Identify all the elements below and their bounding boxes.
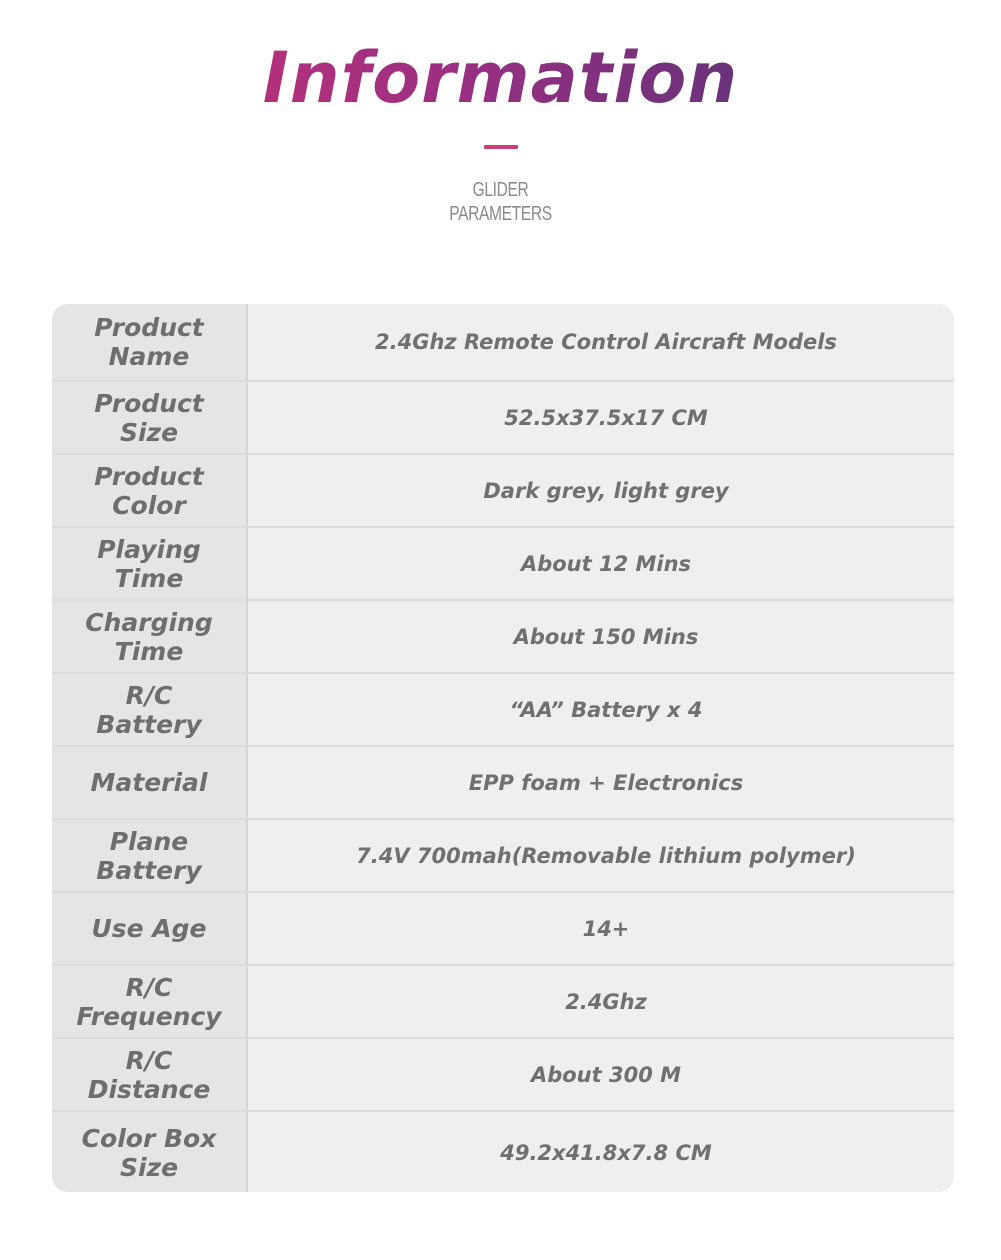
row-label: Use Age bbox=[52, 893, 246, 964]
row-label: Product Name bbox=[52, 304, 246, 380]
row-value: About 300 M bbox=[248, 1039, 954, 1110]
table-row bbox=[52, 1037, 954, 1110]
parameters-table bbox=[52, 304, 954, 1192]
table-row bbox=[52, 526, 954, 599]
table-row bbox=[52, 964, 954, 1037]
row-value: 2.4Ghz bbox=[248, 966, 954, 1037]
accent-divider bbox=[484, 145, 518, 149]
table-row bbox=[52, 672, 954, 745]
row-label: Color Box Size bbox=[52, 1112, 246, 1192]
row-value: 52.5x37.5x17 CM bbox=[248, 382, 954, 453]
row-value: “AA” Battery x 4 bbox=[248, 674, 954, 745]
row-label: Plane Battery bbox=[52, 820, 246, 891]
table-row bbox=[52, 818, 954, 891]
table-row bbox=[52, 1110, 954, 1192]
table-row bbox=[52, 380, 954, 453]
row-label: R/C Frequency bbox=[52, 966, 246, 1037]
row-value: Dark grey, light grey bbox=[248, 455, 954, 526]
row-value: About 12 Mins bbox=[248, 528, 954, 599]
section-subtitle: GLIDER PARAMETERS bbox=[449, 179, 552, 225]
row-label: Product Color bbox=[52, 455, 246, 526]
row-value: 7.4V 700mah(Removable lithium polymer) bbox=[248, 820, 954, 891]
page-title: Information bbox=[0, 28, 1001, 128]
row-value: 2.4Ghz Remote Control Aircraft Models bbox=[248, 304, 954, 380]
row-value: 14+ bbox=[248, 893, 954, 964]
row-label: R/C Distance bbox=[52, 1039, 246, 1110]
table-row bbox=[52, 453, 954, 526]
row-value: About 150 Mins bbox=[248, 601, 954, 672]
table-row bbox=[52, 891, 954, 964]
row-value: 49.2x41.8x7.8 CM bbox=[248, 1112, 954, 1192]
row-label: Playing Time bbox=[52, 528, 246, 599]
row-value: EPP foam + Electronics bbox=[248, 747, 954, 818]
row-label: R/C Battery bbox=[52, 674, 246, 745]
row-label: Charging Time bbox=[52, 601, 246, 672]
table-row bbox=[52, 599, 954, 672]
row-label: Material bbox=[52, 747, 246, 818]
row-label: Product Size bbox=[52, 382, 246, 453]
table-row bbox=[52, 745, 954, 818]
table-row bbox=[52, 304, 954, 380]
